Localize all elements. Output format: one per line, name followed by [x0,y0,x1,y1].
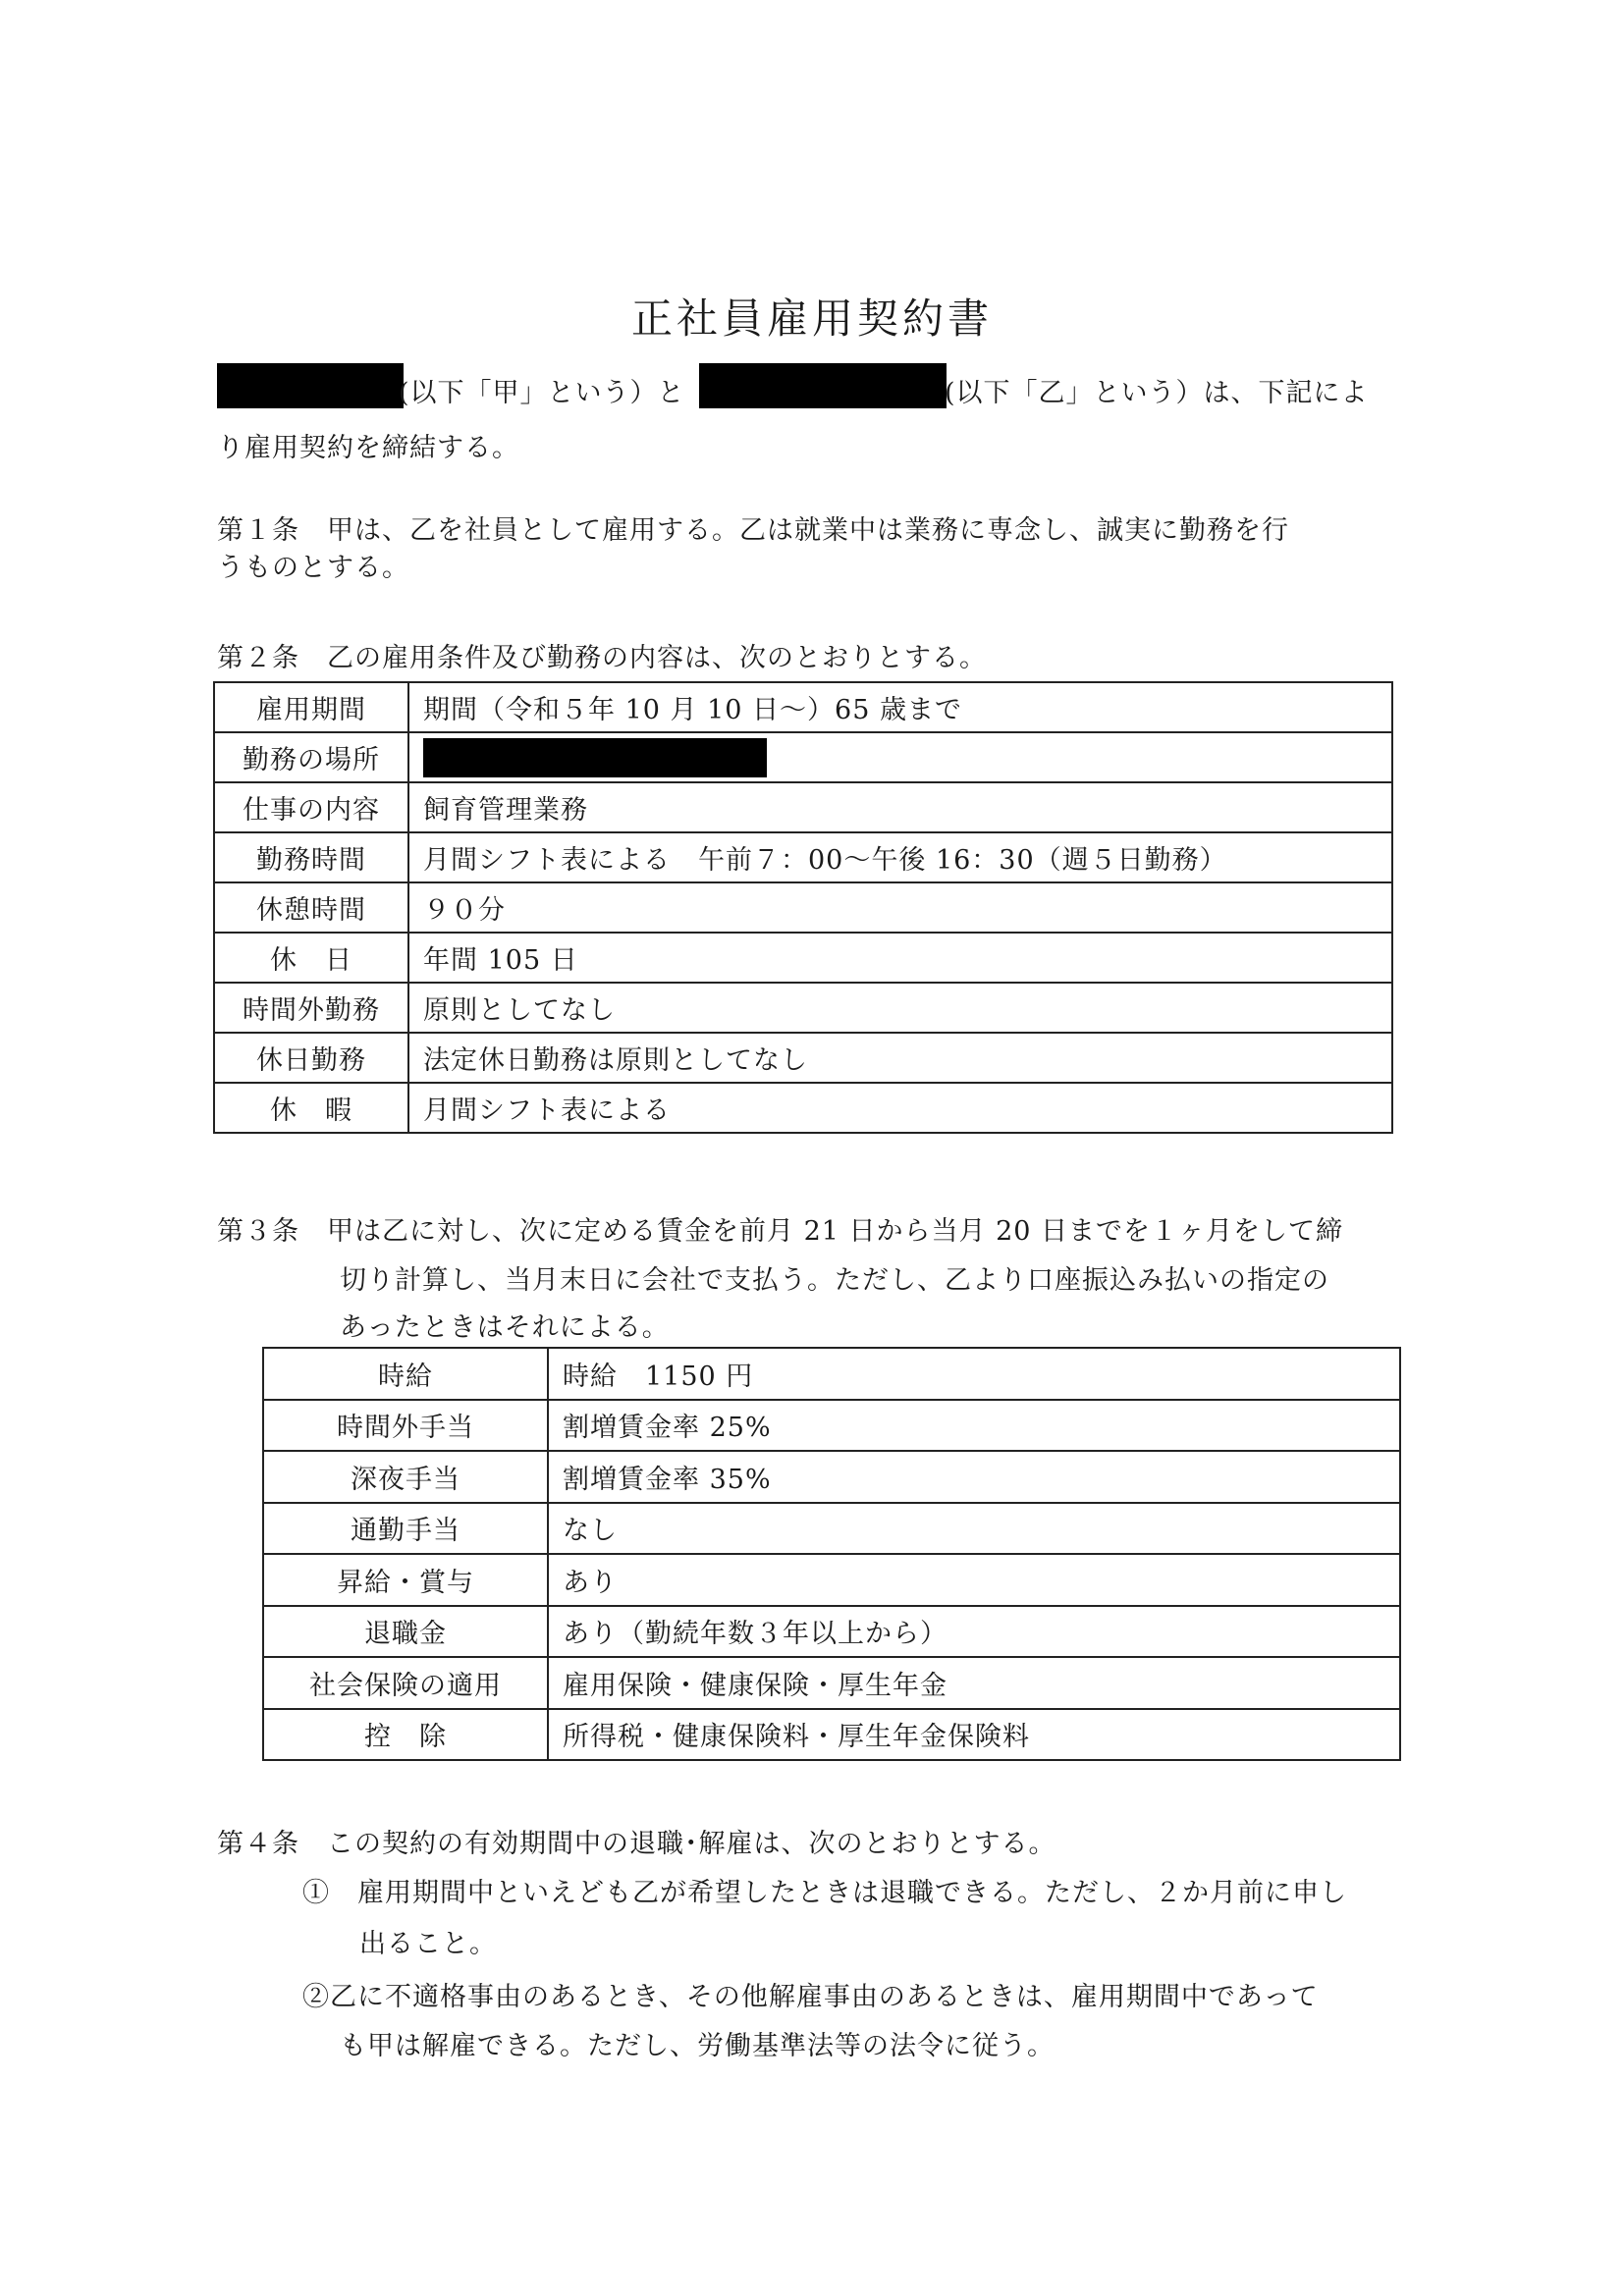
table-row [263,1657,1400,1709]
condition-value: 月間シフト表による [408,1083,1392,1133]
wage-label: 時間外手当 [263,1400,548,1452]
article-4-item-1-line-2: 出ること。 [359,1929,497,1959]
wage-label: 深夜手当 [263,1451,548,1503]
article-1-line-1: 第１条 甲は、乙を社員として雇用する。乙は就業中は業務に専念し、誠実に勤務を行 [217,515,1289,546]
table-row [214,933,1392,983]
wage-value: 所得税・健康保険料・厚生年金保険料 [548,1709,1400,1761]
table-row [263,1400,1400,1452]
wage-label: 控 除 [263,1709,548,1761]
article-4-item-2-line-1: ②乙に不適格事由のあるとき、その他解雇事由のあるときは、雇用期間中であって [302,1982,1319,2012]
condition-label: 勤務の場所 [214,732,408,782]
article-4-item-1-line-1: ① 雇用期間中といえども乙が希望したときは退職できる。ただし、２か月前に申し [302,1878,1347,1908]
condition-label: 休 日 [214,933,408,983]
table-row [214,732,1392,782]
intro-segment-2: (以下「乙」という）は、下記によ [945,378,1369,408]
wage-label: 退職金 [263,1606,548,1658]
condition-label: 休 暇 [214,1083,408,1133]
condition-label: 休日勤務 [214,1033,408,1083]
condition-label: 時間外勤務 [214,983,408,1033]
redacted-party-a [217,363,404,408]
wage-label: 時給 [263,1348,548,1400]
table-row [214,983,1392,1033]
article-4-item-2-line-2: も甲は解雇できる。ただし、労働基準法等の法令に従う。 [340,2031,1055,2061]
table-row [263,1554,1400,1606]
condition-label: 休憩時間 [214,882,408,933]
wage-label: 社会保険の適用 [263,1657,548,1709]
table-row [214,1083,1392,1133]
article-2-heading: 第２条 乙の雇用条件及び勤務の内容は、次のとおりとする。 [217,643,987,673]
article-4-heading: 第４条 この契約の有効期間中の退職･解雇は、次のとおりとする。 [217,1829,1056,1859]
condition-value: 期間（令和５年 10 月 10 日～）65 歳まで [408,682,1392,732]
condition-value: 法定休日勤務は原則としてなし [408,1033,1392,1083]
condition-value: 月間シフト表による 午前７：00～午後 16：30（週５日勤務） [408,832,1392,882]
wage-value: なし [548,1503,1400,1555]
wage-value: 割増賃金率 25% [548,1400,1400,1452]
wage-value: 雇用保険・健康保険・厚生年金 [548,1657,1400,1709]
condition-value: ９０分 [408,882,1392,933]
redacted-party-b [699,363,947,408]
table-row [263,1503,1400,1555]
table-row [214,1033,1392,1083]
condition-value: 飼育管理業務 [408,782,1392,832]
wage-label: 通勤手当 [263,1503,548,1555]
condition-value: 年間 105 日 [408,933,1392,983]
condition-label: 仕事の内容 [214,782,408,832]
wage-value: 時給 1150 円 [548,1348,1400,1400]
article-3-line-2: 切り計算し、当月末日に会社で支払う。ただし、乙より口座振込み払いの指定の [340,1265,1329,1296]
condition-value [408,732,1392,782]
condition-label: 勤務時間 [214,832,408,882]
wage-value: あり（勤続年数３年以上から） [548,1606,1400,1658]
redacted-workplace [423,738,767,777]
condition-value: 原則としてなし [408,983,1392,1033]
article-3-line-1: 第３条 甲は乙に対し、次に定める賃金を前月 21 日から当月 20 日までを１ヶ月をして締 [217,1216,1344,1247]
article-3-line-3: あったときはそれによる。 [340,1312,670,1343]
condition-label: 雇用期間 [214,682,408,732]
table-row [263,1451,1400,1503]
table-row [214,682,1392,732]
wage-table [262,1347,1401,1761]
table-row [263,1606,1400,1658]
table-row [263,1348,1400,1400]
wage-value: あり [548,1554,1400,1606]
intro-line-2: り雇用契約を締結する。 [217,433,519,463]
employment-conditions-table [213,681,1393,1134]
wage-value: 割増賃金率 35% [548,1451,1400,1503]
article-1-line-2: うものとする。 [217,553,409,583]
table-row [214,882,1392,933]
table-row [214,782,1392,832]
intro-segment-1: (以下「甲」という）と [399,378,685,408]
document-title: 正社員雇用契約書 [630,294,993,343]
table-row [214,832,1392,882]
table-row [263,1709,1400,1761]
wage-label: 昇給・賞与 [263,1554,548,1606]
